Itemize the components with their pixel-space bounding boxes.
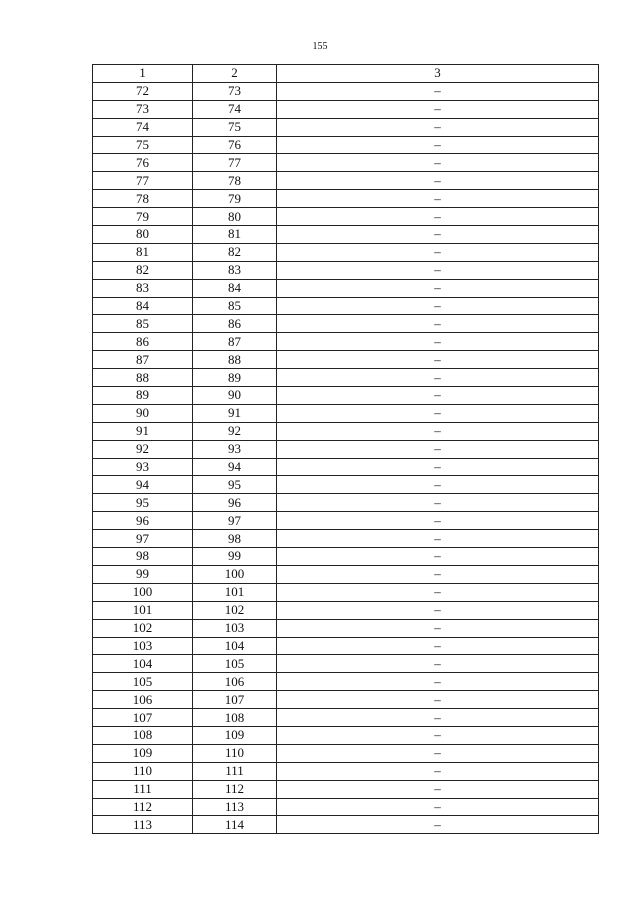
table-cell-col-2: 107 xyxy=(193,691,277,709)
table-cell-col-3: – xyxy=(277,494,599,512)
table-row xyxy=(93,816,599,834)
table-cell-col-2: 83 xyxy=(193,261,277,279)
table-cell-col-1: 109 xyxy=(93,744,193,762)
table-cell-col-3: – xyxy=(277,387,599,405)
table-row xyxy=(93,351,599,369)
table-cell-col-3: – xyxy=(277,476,599,494)
table-cell-col-3: – xyxy=(277,709,599,727)
table-cell-col-3: – xyxy=(277,744,599,762)
table-row xyxy=(93,243,599,261)
table-row xyxy=(93,387,599,405)
table-cell-col-1: 98 xyxy=(93,548,193,566)
table-cell-col-2: 113 xyxy=(193,798,277,816)
table-cell-col-1: 101 xyxy=(93,601,193,619)
table-row xyxy=(93,333,599,351)
table-cell-col-1: 103 xyxy=(93,637,193,655)
table-cell-col-2: 88 xyxy=(193,351,277,369)
table-row xyxy=(93,315,599,333)
table-cell-col-3: – xyxy=(277,154,599,172)
table-cell-col-2: 77 xyxy=(193,154,277,172)
table-cell-col-2: 98 xyxy=(193,530,277,548)
table-cell-col-1: 74 xyxy=(93,118,193,136)
table-cell-col-2: 82 xyxy=(193,243,277,261)
column-header-2: 2 xyxy=(193,65,277,83)
table-row xyxy=(93,118,599,136)
table-row xyxy=(93,136,599,154)
table-cell-col-1: 110 xyxy=(93,762,193,780)
table-row xyxy=(93,404,599,422)
table-cell-col-1: 75 xyxy=(93,136,193,154)
table-cell-col-3: – xyxy=(277,261,599,279)
table-cell-col-3: – xyxy=(277,136,599,154)
table-header-row xyxy=(93,65,599,83)
table-cell-col-3: – xyxy=(277,279,599,297)
table-row xyxy=(93,619,599,637)
table-cell-col-2: 78 xyxy=(193,172,277,190)
table-cell-col-3: – xyxy=(277,530,599,548)
table-cell-col-2: 97 xyxy=(193,512,277,530)
table-cell-col-2: 92 xyxy=(193,422,277,440)
table-cell-col-2: 76 xyxy=(193,136,277,154)
table-cell-col-2: 85 xyxy=(193,297,277,315)
table-row xyxy=(93,726,599,744)
table-cell-col-1: 100 xyxy=(93,583,193,601)
table-cell-col-2: 80 xyxy=(193,208,277,226)
table-cell-col-1: 84 xyxy=(93,297,193,315)
table-cell-col-1: 108 xyxy=(93,726,193,744)
table-cell-col-2: 100 xyxy=(193,565,277,583)
table-cell-col-2: 105 xyxy=(193,655,277,673)
table-cell-col-2: 106 xyxy=(193,673,277,691)
table-row xyxy=(93,762,599,780)
table-cell-col-3: – xyxy=(277,673,599,691)
table-cell-col-1: 81 xyxy=(93,243,193,261)
table-row xyxy=(93,82,599,100)
table-cell-col-2: 101 xyxy=(193,583,277,601)
table-cell-col-1: 104 xyxy=(93,655,193,673)
table-cell-col-3: – xyxy=(277,351,599,369)
table-cell-col-3: – xyxy=(277,655,599,673)
table-cell-col-2: 103 xyxy=(193,619,277,637)
table-cell-col-1: 85 xyxy=(93,315,193,333)
table-cell-col-3: – xyxy=(277,458,599,476)
table-row xyxy=(93,297,599,315)
table-cell-col-1: 77 xyxy=(93,172,193,190)
table-cell-col-3: – xyxy=(277,315,599,333)
table-row xyxy=(93,494,599,512)
table-row xyxy=(93,709,599,727)
table-cell-col-3: – xyxy=(277,726,599,744)
table-row xyxy=(93,100,599,118)
table-cell-col-1: 93 xyxy=(93,458,193,476)
table-cell-col-1: 80 xyxy=(93,226,193,244)
table-row xyxy=(93,780,599,798)
table-row xyxy=(93,369,599,387)
table-cell-col-2: 96 xyxy=(193,494,277,512)
table-cell-col-2: 99 xyxy=(193,548,277,566)
table-cell-col-2: 95 xyxy=(193,476,277,494)
table-cell-col-3: – xyxy=(277,208,599,226)
table-cell-col-3: – xyxy=(277,798,599,816)
table-cell-col-1: 76 xyxy=(93,154,193,172)
table-body xyxy=(93,82,599,833)
table-row xyxy=(93,154,599,172)
table-cell-col-3: – xyxy=(277,172,599,190)
column-header-1: 1 xyxy=(93,65,193,83)
table-cell-col-2: 74 xyxy=(193,100,277,118)
table-cell-col-2: 110 xyxy=(193,744,277,762)
table-cell-col-3: – xyxy=(277,583,599,601)
table-cell-col-1: 105 xyxy=(93,673,193,691)
table-row xyxy=(93,190,599,208)
table-row xyxy=(93,583,599,601)
table-row xyxy=(93,261,599,279)
table-cell-col-3: – xyxy=(277,619,599,637)
table-cell-col-2: 94 xyxy=(193,458,277,476)
table-row xyxy=(93,440,599,458)
table-cell-col-3: – xyxy=(277,601,599,619)
table-cell-col-3: – xyxy=(277,82,599,100)
table-cell-col-3: – xyxy=(277,100,599,118)
table-row xyxy=(93,798,599,816)
table-row xyxy=(93,458,599,476)
table-cell-col-2: 89 xyxy=(193,369,277,387)
table-cell-col-3: – xyxy=(277,422,599,440)
table-cell-col-1: 90 xyxy=(93,404,193,422)
table-cell-col-3: – xyxy=(277,512,599,530)
table-cell-col-1: 95 xyxy=(93,494,193,512)
table-cell-col-1: 99 xyxy=(93,565,193,583)
table-cell-col-2: 112 xyxy=(193,780,277,798)
table-row xyxy=(93,691,599,709)
table-cell-col-2: 73 xyxy=(193,82,277,100)
table-cell-col-1: 83 xyxy=(93,279,193,297)
table-cell-col-3: – xyxy=(277,780,599,798)
table-cell-col-2: 108 xyxy=(193,709,277,727)
table-cell-col-1: 73 xyxy=(93,100,193,118)
table-cell-col-1: 107 xyxy=(93,709,193,727)
table-cell-col-2: 102 xyxy=(193,601,277,619)
table-cell-col-2: 79 xyxy=(193,190,277,208)
table-cell-col-2: 87 xyxy=(193,333,277,351)
table-row xyxy=(93,226,599,244)
table-cell-col-2: 104 xyxy=(193,637,277,655)
table-cell-col-1: 87 xyxy=(93,351,193,369)
table-cell-col-1: 111 xyxy=(93,780,193,798)
table-row xyxy=(93,673,599,691)
table-cell-col-1: 97 xyxy=(93,530,193,548)
table-row xyxy=(93,601,599,619)
table-cell-col-3: – xyxy=(277,816,599,834)
table-cell-col-2: 86 xyxy=(193,315,277,333)
table-cell-col-3: – xyxy=(277,565,599,583)
table-row xyxy=(93,548,599,566)
table-cell-col-3: – xyxy=(277,691,599,709)
table-row xyxy=(93,208,599,226)
table-row xyxy=(93,476,599,494)
table-cell-col-1: 86 xyxy=(93,333,193,351)
data-table xyxy=(92,64,599,834)
page-number: 155 xyxy=(312,41,328,52)
table-row xyxy=(93,279,599,297)
table-cell-col-3: – xyxy=(277,243,599,261)
column-header-3: 3 xyxy=(277,65,599,83)
table-cell-col-1: 82 xyxy=(93,261,193,279)
table-cell-col-1: 96 xyxy=(93,512,193,530)
table-cell-col-1: 92 xyxy=(93,440,193,458)
table-cell-col-1: 78 xyxy=(93,190,193,208)
table-cell-col-2: 114 xyxy=(193,816,277,834)
table-cell-col-2: 91 xyxy=(193,404,277,422)
table-row xyxy=(93,172,599,190)
table-cell-col-3: – xyxy=(277,333,599,351)
table-cell-col-2: 75 xyxy=(193,118,277,136)
table-cell-col-1: 94 xyxy=(93,476,193,494)
table-row xyxy=(93,565,599,583)
table-cell-col-1: 91 xyxy=(93,422,193,440)
table-cell-col-2: 84 xyxy=(193,279,277,297)
table-cell-col-3: – xyxy=(277,548,599,566)
table-cell-col-3: – xyxy=(277,369,599,387)
table-cell-col-2: 109 xyxy=(193,726,277,744)
table-row xyxy=(93,530,599,548)
table-cell-col-3: – xyxy=(277,297,599,315)
table-cell-col-1: 102 xyxy=(93,619,193,637)
table-row xyxy=(93,637,599,655)
table-cell-col-3: – xyxy=(277,762,599,780)
table-cell-col-3: – xyxy=(277,440,599,458)
table-cell-col-1: 79 xyxy=(93,208,193,226)
table-cell-col-1: 88 xyxy=(93,369,193,387)
table-row xyxy=(93,422,599,440)
table-row xyxy=(93,655,599,673)
table-cell-col-3: – xyxy=(277,404,599,422)
table-cell-col-1: 113 xyxy=(93,816,193,834)
table-cell-col-1: 112 xyxy=(93,798,193,816)
table-cell-col-3: – xyxy=(277,637,599,655)
table-cell-col-1: 89 xyxy=(93,387,193,405)
table-cell-col-1: 106 xyxy=(93,691,193,709)
table-cell-col-2: 90 xyxy=(193,387,277,405)
table-row xyxy=(93,744,599,762)
table-cell-col-3: – xyxy=(277,226,599,244)
table-cell-col-1: 72 xyxy=(93,82,193,100)
table-cell-col-3: – xyxy=(277,190,599,208)
table-cell-col-2: 93 xyxy=(193,440,277,458)
table-row xyxy=(93,512,599,530)
table-cell-col-2: 81 xyxy=(193,226,277,244)
table-cell-col-3: – xyxy=(277,118,599,136)
table-cell-col-2: 111 xyxy=(193,762,277,780)
